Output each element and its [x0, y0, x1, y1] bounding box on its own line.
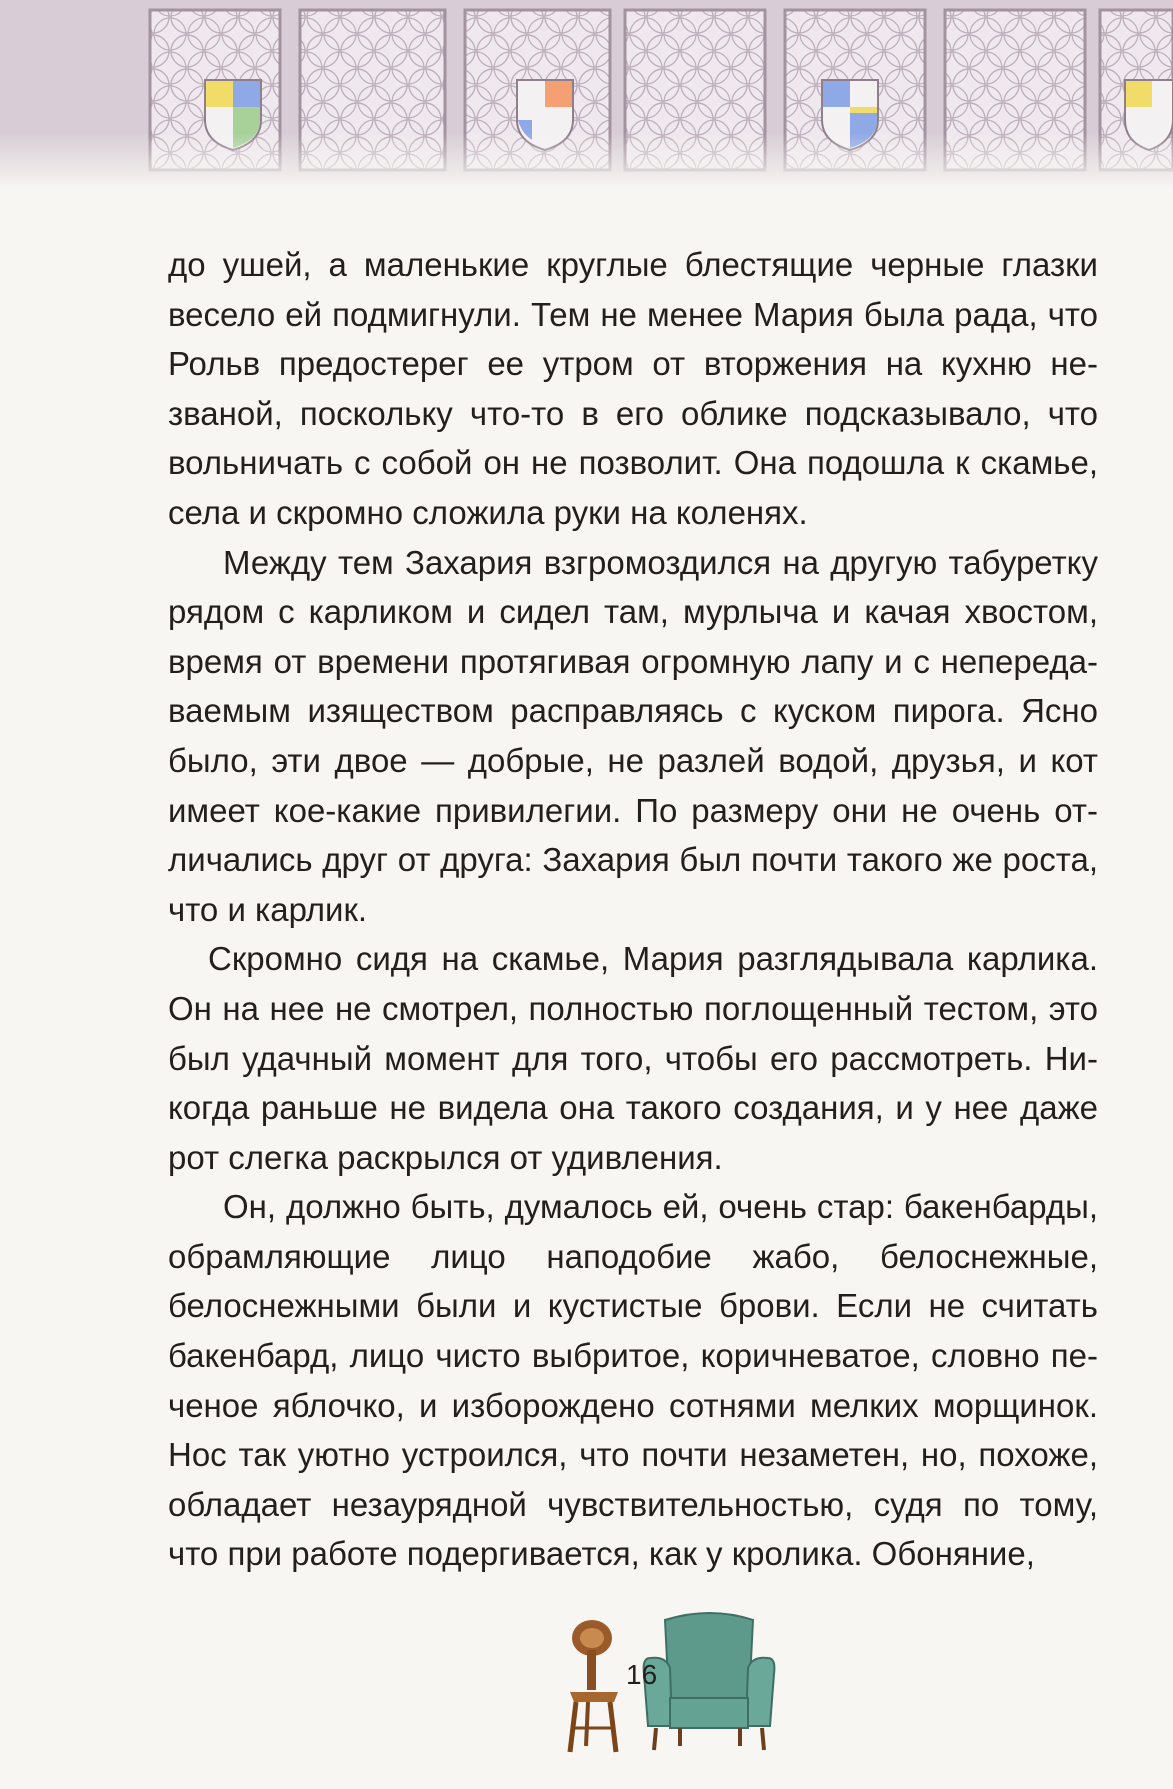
paragraph: до ушей, а маленькие круглые блестящие черные глазки весело ей подмигнули. Тем не менее Мария была рада, что Рольв предостерег ее утром от вторжения на кухню незваной, поскольку что-то в его облике подсказывало, что вольничать с собой он не позволит. Она подошла к скамье, села и скромно сложила руки на коленях. [168, 246, 1098, 531]
paragraph: Он, должно быть, думалось ей, очень стар: бакенбарды, обрамляющие лицо наподобие жабо, белоснежные, белоснежными были и кустистые брови. Если не считать бакенбард, лицо чисто выбритое, коричневатое, словно печеное яблочко, и изборождено сотнями мелких морщинок. Нос так уютно устроился, что почти незаметен, но, похоже, обладает незаурядной чувствительностью, судя по тому, что при работе подергивается, как у кролика. Обоняние, [168, 1188, 1098, 1573]
chairs-illustration [560, 1610, 780, 1760]
armchair-icon [644, 1613, 775, 1750]
book-page-text [168, 240, 1098, 1579]
paragraph: Между тем Захария взгромоздился на другую табуретку рядом с карликом и сидел там, мурлыча и качая хвостом, время от времени протягивая огромную лапу и с непередаваемым изяществом расправляясь с куском пирога. Ясно было, эти двое — добрые, не разлей водой, друзья, и кот имеет кое-какие привилегии. По размеру они не очень отличались друг от друга: Захария был почти такого же роста, что и карлик. [168, 543, 1098, 928]
paragraph: Скромно сидя на скамье, Мария разглядывала карлика. Он на нее не смотрел, полностью поглощенный тестом, это был удачный момент для того, чтобы его рассмотреть. Никогда раньше не видела она такого создания, и у нее даже рот слегка раскрылся от удивления. [168, 940, 1098, 1176]
wooden-chair-icon [570, 1620, 618, 1752]
page-number: 16 [626, 1659, 658, 1690]
stained-glass-header [0, 0, 1173, 190]
